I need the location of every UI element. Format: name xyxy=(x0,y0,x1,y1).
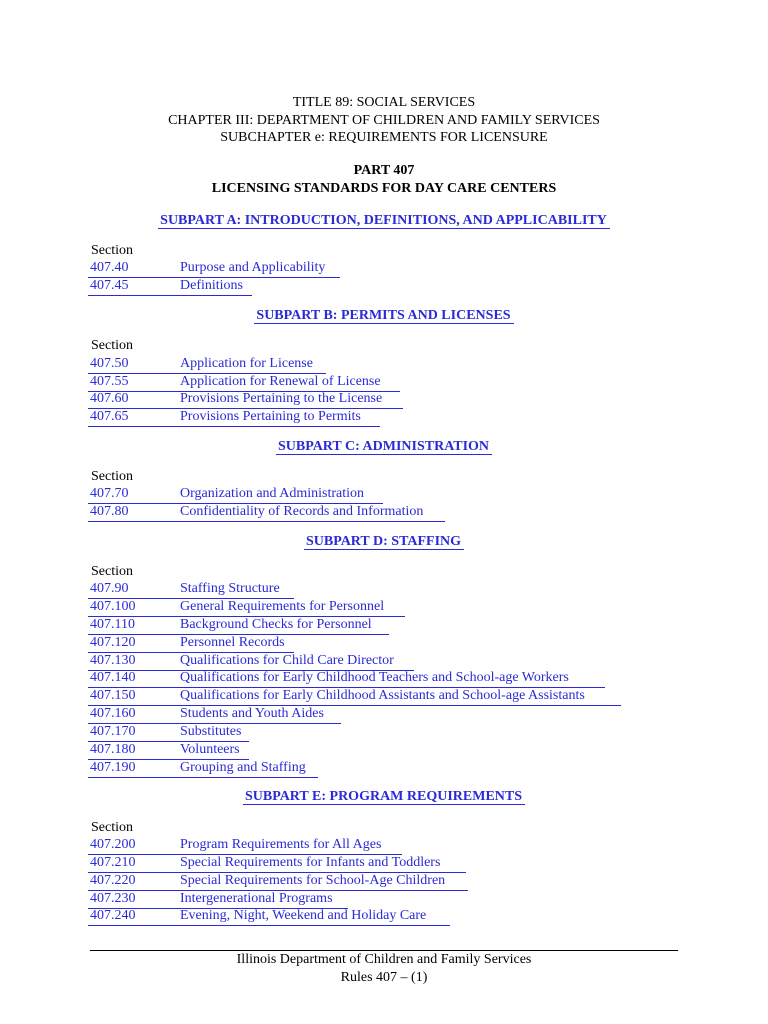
toc-entry-407-100[interactable] xyxy=(88,598,405,617)
subpart-d-link[interactable]: SUBPART D: STAFFING xyxy=(304,534,464,550)
section-number: 407.130 xyxy=(90,653,136,668)
subpart-e-link[interactable]: SUBPART E: PROGRAM REQUIREMENTS xyxy=(243,789,525,805)
section-number: 407.200 xyxy=(90,837,136,852)
section-number: 407.240 xyxy=(90,908,136,923)
section-title: Students and Youth Aides xyxy=(180,706,324,721)
toc-entry-407-60[interactable] xyxy=(88,390,403,409)
toc-entry-407-70[interactable] xyxy=(88,485,383,504)
part-number: PART 407 xyxy=(353,163,415,178)
section-title: Personnel Records xyxy=(180,635,285,650)
section-number: 407.230 xyxy=(90,891,136,906)
part-title: LICENSING STANDARDS FOR DAY CARE CENTERS xyxy=(211,180,557,196)
toc-entry-407-150[interactable] xyxy=(88,687,621,706)
section-title: Evening, Night, Weekend and Holiday Care xyxy=(180,908,427,923)
chapter-line: CHAPTER III: DEPARTMENT OF CHILDREN AND FAMILY SERVICES xyxy=(168,112,600,128)
section-title: Intergenerational Programs xyxy=(180,891,333,906)
section-number: 407.150 xyxy=(90,688,136,703)
subpart-c-heading[interactable] xyxy=(0,438,768,456)
document-header xyxy=(0,94,768,147)
toc-entry-407-80[interactable] xyxy=(88,503,445,522)
toc-entry-407-160[interactable] xyxy=(88,705,341,724)
page-footer xyxy=(0,951,768,987)
toc-entry-407-210[interactable] xyxy=(88,854,466,873)
section-title: Grouping and Staffing xyxy=(180,760,306,775)
section-title: Substitutes xyxy=(180,724,242,739)
section-title: Special Requirements for Infants and Toddlers xyxy=(180,855,441,870)
section-label: Section xyxy=(91,338,133,353)
toc-entry-407-140[interactable] xyxy=(88,669,605,688)
subpart-e-heading[interactable] xyxy=(0,788,768,806)
subpart-a-link[interactable]: SUBPART A: INTRODUCTION, DEFINITIONS, AND APPLICABILITY xyxy=(158,213,610,229)
section-title: Confidentiality of Records and Information xyxy=(180,504,424,519)
section-title: Definitions xyxy=(180,278,243,293)
section-number: 407.45 xyxy=(90,278,129,293)
section-number: 407.40 xyxy=(90,260,129,275)
section-number: 407.70 xyxy=(90,486,129,501)
section-title: Staffing Structure xyxy=(180,581,280,596)
subchapter-line: SUBCHAPTER e: REQUIREMENTS FOR LICENSURE xyxy=(220,130,548,145)
toc-entry-407-90[interactable] xyxy=(88,580,294,599)
toc-entry-407-230[interactable] xyxy=(88,890,348,909)
section-title: Provisions Pertaining to Permits xyxy=(180,409,361,424)
section-label: Section xyxy=(91,820,133,835)
section-title: Application for License xyxy=(180,356,313,371)
section-number: 407.190 xyxy=(90,760,136,775)
toc-entry-407-180[interactable] xyxy=(88,741,249,760)
section-title: Qualifications for Child Care Director xyxy=(180,653,394,668)
section-title: Purpose and Applicability xyxy=(180,260,326,275)
subpart-b-heading[interactable] xyxy=(0,307,768,325)
section-title: Volunteers xyxy=(180,742,240,757)
section-title: Background Checks for Personnel xyxy=(180,617,372,632)
section-title: General Requirements for Personnel xyxy=(180,599,385,614)
title-line: TITLE 89: SOCIAL SERVICES xyxy=(292,95,476,110)
subpart-d-heading[interactable] xyxy=(0,533,768,551)
section-number: 407.60 xyxy=(90,391,129,406)
section-number: 407.55 xyxy=(90,374,129,389)
toc-entry-407-170[interactable] xyxy=(88,723,249,742)
section-number: 407.140 xyxy=(90,670,136,685)
toc-entry-407-200[interactable] xyxy=(88,836,402,855)
toc-entry-407-190[interactable] xyxy=(88,759,318,778)
section-number: 407.220 xyxy=(90,873,136,888)
toc-entry-407-120[interactable] xyxy=(88,634,294,653)
section-title: Organization and Administration xyxy=(180,486,365,501)
section-number: 407.210 xyxy=(90,855,136,870)
section-title: Provisions Pertaining to the License xyxy=(180,391,383,406)
section-number: 407.160 xyxy=(90,706,136,721)
toc-entry-407-65[interactable] xyxy=(88,408,380,427)
section-number: 407.120 xyxy=(90,635,136,650)
section-number: 407.180 xyxy=(90,742,136,757)
footer-agency: Illinois Department of Children and Family Services xyxy=(236,952,532,967)
section-title: Application for Renewal of License xyxy=(180,374,381,389)
section-label: Section xyxy=(91,564,133,579)
section-title: Program Requirements for All Ages xyxy=(180,837,382,852)
toc-entry-407-220[interactable] xyxy=(88,872,468,891)
toc-entry-407-50[interactable] xyxy=(88,355,326,374)
section-number: 407.100 xyxy=(90,599,136,614)
toc-entry-407-55[interactable] xyxy=(88,373,400,392)
toc-entry-407-110[interactable] xyxy=(88,616,389,635)
subpart-a-heading[interactable] xyxy=(0,212,768,230)
section-number: 407.65 xyxy=(90,409,129,424)
part-heading xyxy=(0,162,768,197)
subpart-c-link[interactable]: SUBPART C: ADMINISTRATION xyxy=(276,439,492,455)
toc-entry-407-240[interactable] xyxy=(88,907,450,926)
section-number: 407.170 xyxy=(90,724,136,739)
section-number: 407.110 xyxy=(90,617,135,632)
section-number: 407.90 xyxy=(90,581,129,596)
section-title: Qualifications for Early Childhood Assistants and School-age Assistants xyxy=(180,688,585,703)
section-label: Section xyxy=(91,469,133,484)
toc-entry-407-40[interactable] xyxy=(88,259,340,278)
subpart-b-link[interactable]: SUBPART B: PERMITS AND LICENSES xyxy=(254,308,513,324)
section-title: Special Requirements for School-Age Children xyxy=(180,873,446,888)
section-number: 407.50 xyxy=(90,356,129,371)
toc-entry-407-45[interactable] xyxy=(88,277,252,296)
toc-entry-407-130[interactable] xyxy=(88,652,414,671)
section-label: Section xyxy=(91,243,133,258)
section-number: 407.80 xyxy=(90,504,129,519)
section-title: Qualifications for Early Childhood Teachers and School-age Workers xyxy=(180,670,569,685)
footer-page-number: Rules 407 – (1) xyxy=(340,970,428,985)
